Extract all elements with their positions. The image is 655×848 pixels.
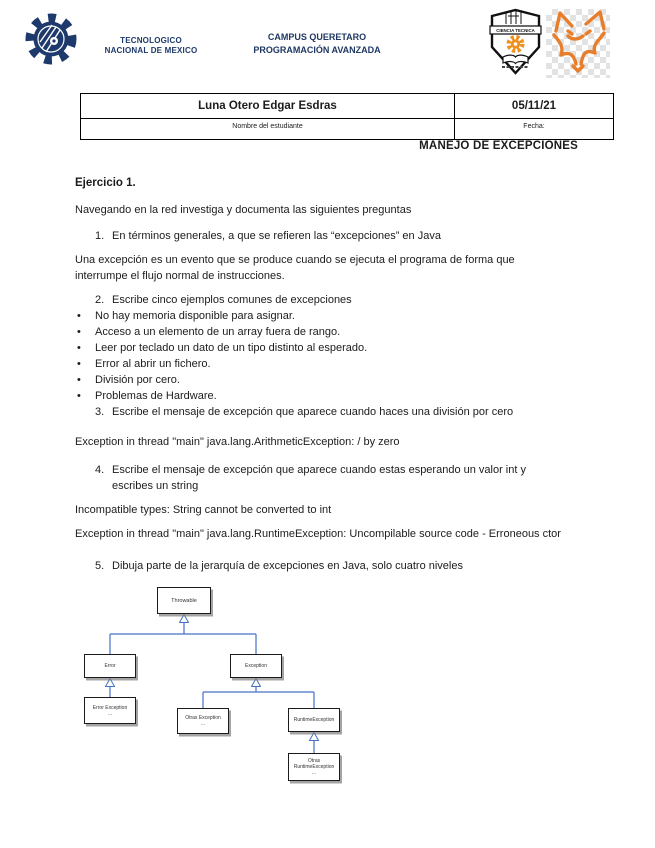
exception-message-arithmetic: Exception in thread "main" java.lang.ArithmeticException: / by zero xyxy=(75,436,400,448)
tecnm-wordmark-line1: TECNOLOGICO xyxy=(120,36,182,45)
svg-text:CIENCIA TECNICA: CIENCIA TECNICA xyxy=(496,28,535,33)
course-name: PROGRAMACIÓN AVANZADA xyxy=(253,45,381,55)
campus-heading xyxy=(232,31,402,57)
diagram-box-other-exceptions: Otras Exception … xyxy=(177,708,229,734)
question-1-number: 1. xyxy=(95,230,105,242)
inheritance-arrow-icon xyxy=(310,733,319,741)
question-2-number: 2. xyxy=(95,294,105,306)
student-name: Luna Otero Edgar Esdras xyxy=(81,94,455,118)
inheritance-arrow-icon xyxy=(106,679,115,687)
incompatible-types-message: Incompatible types: String cannot be converted to int xyxy=(75,504,332,516)
itq-shield-logo xyxy=(487,7,544,76)
bullet-item: • Problemas de Hardware. xyxy=(75,388,620,404)
question-5 xyxy=(75,558,620,574)
diagram-box-runtime-exception: RuntimeException xyxy=(288,708,340,732)
question-4 xyxy=(75,462,620,494)
diagram-box-exception: Exception xyxy=(230,654,282,678)
exception-hierarchy-diagram xyxy=(60,578,390,793)
intro-paragraph: Navegando en la red investiga y documenta las siguientes preguntas xyxy=(75,204,412,216)
bullet-item: • División por cero. xyxy=(75,372,620,388)
fox-icon xyxy=(546,9,610,78)
bullet-item: • Leer por teclado un dato de un tipo distinto al esperado. xyxy=(75,340,620,356)
inheritance-arrow-icon xyxy=(180,615,189,623)
question-4-line1: Escribe el mensaje de excepción que aparece cuando estas esperando un valor int y xyxy=(112,464,526,476)
exception-examples-list xyxy=(75,308,620,404)
date-value: 05/11/21 xyxy=(511,100,557,112)
tecnm-wordmark-line2: NACIONAL DE MEXICO xyxy=(104,46,198,55)
bullet-item: • No hay memoria disponible para asignar. xyxy=(75,308,620,324)
answer-1-line2: interrumpe el flujo normal de instrucciones. xyxy=(75,270,285,282)
question-2-text: Escribe cinco ejemplos comunes de excepciones xyxy=(112,294,352,306)
diagram-box-throwable: Throwable xyxy=(157,587,211,614)
diagram-box-error: Error xyxy=(84,654,136,678)
question-3-number: 3. xyxy=(95,406,105,418)
question-3-text: Escribe el mensaje de excepción que aparece cuando haces una división por cero xyxy=(112,406,514,418)
diagram-box-error-child: Error Exception … xyxy=(84,697,136,724)
question-5-number: 5. xyxy=(95,560,105,572)
document-body xyxy=(75,176,620,582)
exception-message-runtime: Exception in thread "main" java.lang.RuntimeException: Uncompilable source code - Erroneous ctor xyxy=(75,528,561,540)
tecnm-gear-logo xyxy=(25,10,77,68)
inheritance-arrow-icon xyxy=(252,679,261,687)
fox-mascot-logo xyxy=(546,9,610,78)
answer-1-line1: Una excepción es un evento que se produce cuando se ejecuta el programa de forma que xyxy=(75,254,515,266)
question-4-number: 4. xyxy=(95,464,105,476)
question-4-text xyxy=(112,462,620,494)
bullet-item: • Error al abrir un fichero. xyxy=(75,356,620,372)
student-info-table xyxy=(80,93,614,140)
question-1-text: En términos generales, a que se refieren las “excepciones” en Java xyxy=(112,230,441,242)
diagram-box-other-runtime-exceptions: Otras RuntimeException … xyxy=(288,753,340,781)
question-1 xyxy=(75,228,620,244)
answer-1-paragraph xyxy=(75,252,620,284)
date-label: Fecha: xyxy=(455,118,613,139)
campus-name: CAMPUS QUERETARO xyxy=(267,32,367,42)
exercise-title: Ejercicio 1. xyxy=(75,177,136,189)
question-3 xyxy=(75,404,620,420)
hierarchy-connectors xyxy=(60,578,390,793)
student-name-label: Nombre del estudiante xyxy=(81,118,455,139)
question-5-text: Dibuja parte de la jerarquía de excepciones en Java, solo cuatro niveles xyxy=(112,560,463,572)
document-title: MANEJO DE EXCEPCIONES xyxy=(419,140,578,152)
question-4-line2: escribes un string xyxy=(112,480,199,492)
bullet-item: • Acceso a un elemento de un array fuera de rango. xyxy=(75,324,620,340)
tecnm-wordmark xyxy=(96,36,206,56)
question-2 xyxy=(75,292,620,308)
